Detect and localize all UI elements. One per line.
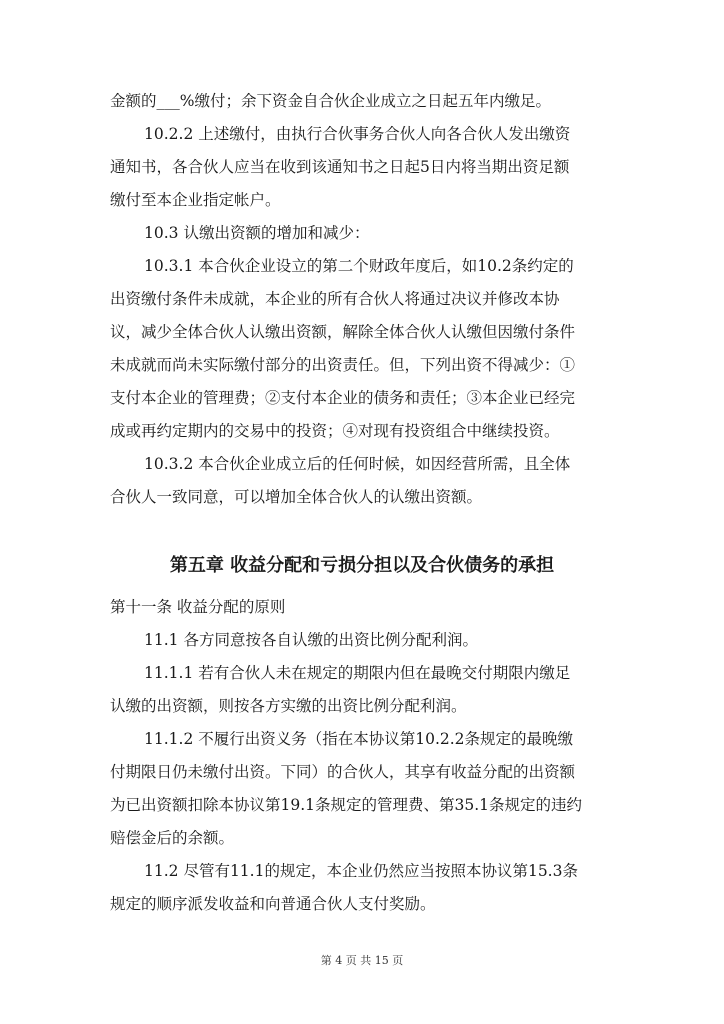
text-line: 11.1 各方同意按各自认缴的出资比例分配利润。: [144, 631, 478, 649]
chapter-title: 第五章 收益分配和亏损分担以及合伙债务的承担: [169, 555, 555, 576]
text-line: 10.2.2 上述缴付，由执行合伙事务合伙人向各合伙人发出缴资: [144, 125, 571, 143]
text-line: 第十一条 收益分配的原则: [110, 598, 286, 616]
text-line: 11.1.1 若有合伙人未在规定的期限内但在最晚交付期限内缴足: [144, 664, 571, 682]
paragraph-10-3-2: [110, 448, 622, 514]
page-footer: 第 4 页 共 15 页: [320, 954, 404, 967]
article-heading-11: [110, 591, 622, 624]
text-line: 11.2 尽管有11.1的规定，本企业仍然应当按照本协议第15.3条: [144, 862, 578, 880]
text-line: 为已出资额扣除本协议第19.1条规定的管理费、第35.1条规定的违约: [110, 796, 583, 814]
paragraph-payment-remainder: [110, 85, 622, 118]
text-line: 未成就而尚未实际缴付部分的出资责任。但，下列出资不得减少：①: [110, 356, 576, 374]
paragraph-10-2-2: [110, 118, 622, 217]
paragraph-11-1-1: [110, 657, 622, 723]
text-line: 缴付至本企业指定帐户。: [110, 191, 281, 209]
text-line: 10.3.2 本合伙企业成立后的任何时候，如因经营所需，且全体: [144, 455, 571, 473]
paragraph-11-2: [110, 855, 622, 921]
paragraph-11-1: [110, 624, 622, 657]
text-line: 合伙人一致同意，可以增加全体合伙人的认缴出资额。: [110, 488, 483, 506]
text-line: 成或再约定期内的交易中的投资；④对现有投资组合中继续投资。: [110, 422, 560, 440]
paragraph-10-3: [110, 217, 622, 250]
text-line: 赔偿金后的余额。: [110, 829, 235, 847]
text-line: 认缴的出资额，则按各方实缴的出资比例分配利润。: [110, 697, 467, 715]
text-line: 支付本企业的管理费；②支付本企业的债务和责任；③本企业已经完: [110, 389, 576, 407]
paragraph-10-3-1: [110, 250, 622, 448]
text-line: 金额的___%缴付；余下资金自合伙企业成立之日起五年内缴足。: [110, 92, 551, 110]
text-line: 付期限日仍未缴付出资。下同）的合伙人，其享有收益分配的出资额: [110, 763, 576, 781]
text-line: 通知书，各合伙人应当在收到该通知书之日起5日内将当期出资足额: [110, 158, 570, 176]
text-line: 出资缴付条件未成就，本企业的所有合伙人将通过决议并修改本协: [110, 290, 560, 308]
paragraph-11-1-2: [110, 723, 622, 855]
text-line: 10.3 认缴出资额的增加和减少：: [144, 224, 370, 242]
text-line: 规定的顺序派发收益和向普通合伙人支付奖励。: [110, 895, 436, 913]
text-line: 10.3.1 本合伙企业设立的第二个财政年度后，如10.2条约定的: [144, 257, 574, 275]
text-line: 议，减少全体合伙人认缴出资额，解除全体合伙人认缴但因缴付条件: [110, 323, 576, 341]
text-line: 11.1.2 不履行出资义务（指在本协议第10.2.2条规定的最晚缴: [144, 730, 574, 748]
